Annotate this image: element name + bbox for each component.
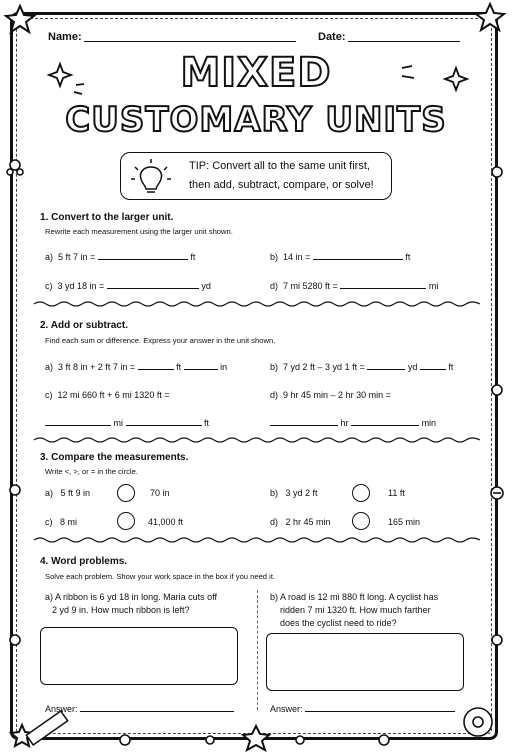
section2-title: 2. Add or subtract. — [40, 320, 128, 331]
s1-item-b: b) 14 in = ft — [270, 252, 411, 262]
date-field[interactable] — [348, 31, 460, 42]
s3-item-c-left: c) 8 mi — [45, 517, 78, 527]
compare-circle[interactable] — [352, 484, 370, 502]
answer-blank[interactable] — [367, 360, 405, 370]
s2-item-d: d) 9 hr 45 min – 2 hr 30 min = — [270, 390, 391, 400]
work-box-b[interactable] — [266, 633, 464, 691]
wavy-separator — [34, 300, 480, 308]
answer-blank[interactable] — [45, 416, 111, 426]
s3-item-d-left: d) 2 hr 45 min — [270, 517, 331, 527]
answer-blank[interactable] — [313, 250, 403, 260]
work-box-a[interactable] — [40, 627, 238, 685]
s3-item-b-left: b) 3 yd 2 ft — [270, 488, 318, 498]
s4-item-a-line1: a) A ribbon is 6 yd 18 in long. Maria cuts off — [45, 592, 217, 602]
answer-blank[interactable] — [340, 279, 426, 289]
s3-item-c-right: 41,000 ft — [148, 517, 184, 527]
compare-circle[interactable] — [352, 512, 370, 530]
s1-item-a: a) 5 ft 7 in = ft — [45, 252, 196, 262]
s4-item-b-line3: does the cyclist need to ride? — [280, 618, 397, 628]
section3-title: 3. Compare the measurements. — [40, 452, 189, 463]
s2-item-b: b) 7 yd 2 ft – 3 yd 1 ft = yd ft — [270, 362, 454, 372]
column-divider — [257, 590, 258, 710]
s2-item-a: a) 3 ft 8 in + 2 ft 7 in = ft in — [45, 362, 228, 372]
answer-blank[interactable] — [126, 416, 202, 426]
answer-blank[interactable] — [107, 279, 199, 289]
section4-title: 4. Word problems. — [40, 556, 128, 567]
section1-title: 1. Convert to the larger unit. — [40, 212, 174, 223]
tip-line1: TIP: Convert all to the same unit first, — [189, 160, 370, 172]
tape-measure-icon — [464, 708, 492, 736]
s2-item-c-answer: mi ft — [45, 416, 209, 428]
tip-box — [120, 152, 392, 200]
compare-circle[interactable] — [117, 512, 135, 530]
section2-instructions: Find each sum or difference. Express your answer in the unit shown. — [45, 336, 276, 345]
answer-a: Answer: — [45, 702, 234, 714]
s4-item-b-line2: ridden 7 mi 1320 ft. How much farther — [280, 605, 431, 615]
name-label: Name: — [48, 31, 82, 43]
s1-item-c: c) 3 yd 18 in = yd — [45, 281, 211, 291]
wavy-separator — [34, 536, 480, 544]
s1-item-d: d) 7 mi 5280 ft = mi — [270, 281, 439, 291]
tip-line2: then add, subtract, compare, or solve! — [189, 179, 374, 191]
s4-item-a-line2: 2 yd 9 in. How much ribbon is left? — [52, 605, 190, 615]
s3-item-d-right: 165 min — [388, 517, 421, 527]
compare-circle[interactable] — [117, 484, 135, 502]
section4-instructions: Solve each problem. Show your work space in the box if you need it. — [45, 572, 276, 581]
section1-instructions: Rewrite each measurement using the larger unit shown. — [45, 227, 233, 236]
ruler-icon — [26, 711, 67, 745]
name-field[interactable] — [84, 31, 296, 42]
s2-item-c: c) 12 mi 660 ft + 6 mi 1320 ft = — [45, 390, 170, 400]
date-label: Date: — [318, 31, 346, 43]
lightbulb-icon — [131, 159, 171, 195]
answer-blank[interactable] — [305, 702, 455, 712]
answer-blank[interactable] — [270, 416, 338, 426]
title-line2: CUSTOMARY UNITS — [65, 100, 447, 140]
answer-blank[interactable] — [184, 360, 218, 370]
s3-item-a-left: a) 5 ft 9 in — [45, 488, 91, 498]
answer-blank[interactable] — [98, 250, 188, 260]
s4-item-b-line1: b) A road is 12 mi 880 ft long. A cyclist has — [270, 592, 439, 602]
answer-b: Answer: — [270, 702, 455, 714]
answer-blank[interactable] — [138, 360, 174, 370]
answer-blank[interactable] — [351, 416, 419, 426]
answer-blank[interactable] — [80, 702, 234, 712]
section3-instructions: Write <, >, or = in the circle. — [45, 467, 138, 476]
wavy-separator — [34, 436, 480, 444]
s3-item-a-right: 70 in — [150, 488, 170, 498]
answer-blank[interactable] — [420, 360, 446, 370]
title-line1: MIXED — [180, 50, 332, 96]
s3-item-b-right: 11 ft — [388, 488, 405, 498]
s2-item-d-answer: hr min — [270, 416, 436, 428]
